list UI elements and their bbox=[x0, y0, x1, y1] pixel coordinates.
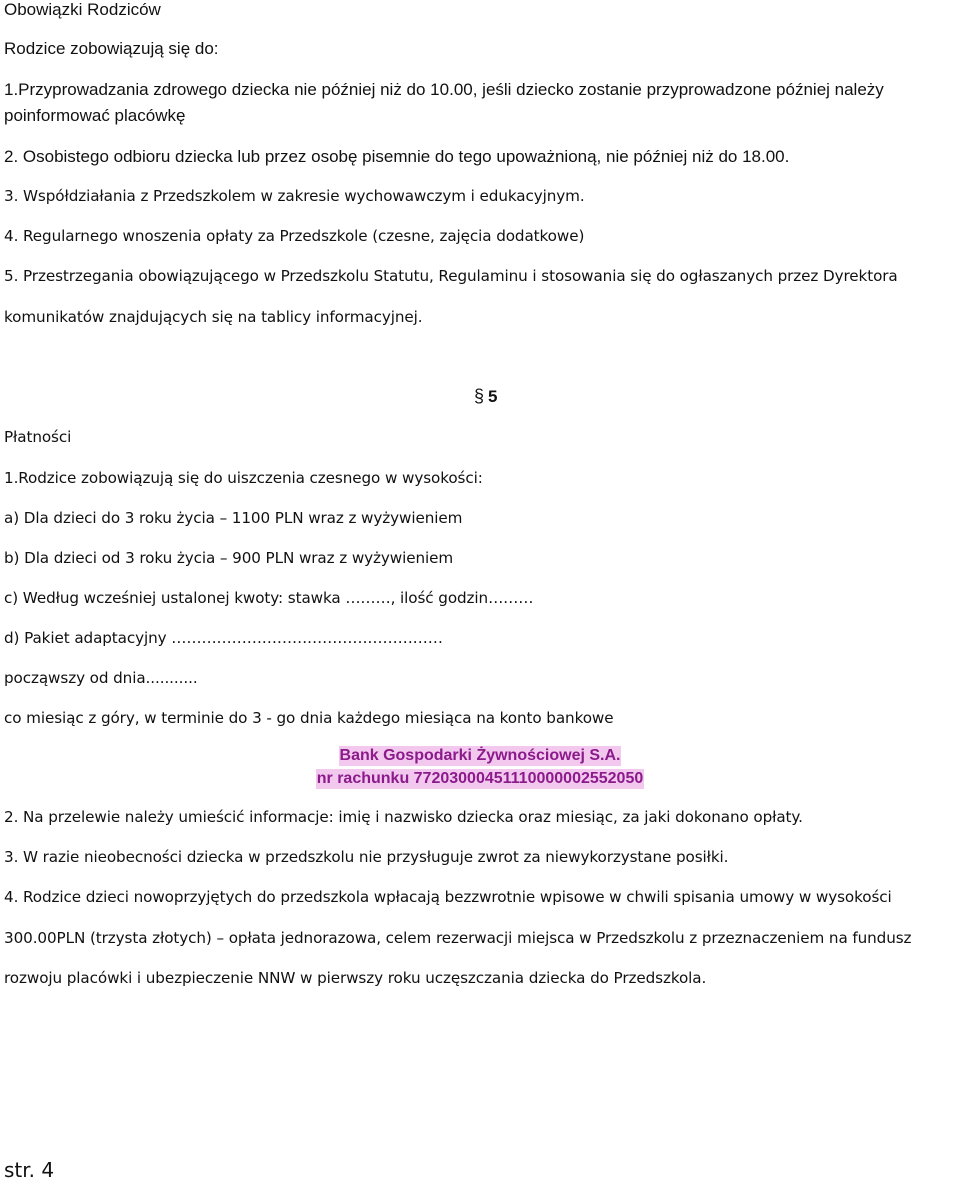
duty-2: 2. Osobistego odbioru dziecka lub przez osobę pisemnie do tego upoważnioną, nie później niż do 18.00. bbox=[4, 147, 790, 166]
bank-name: Bank Gospodarki Żywnościowej S.A. bbox=[339, 747, 621, 764]
section-number: 5 bbox=[488, 387, 498, 406]
payment-option-a: a) Dla dzieci do 3 roku życia – 1100 PLN wraz z wyżywieniem bbox=[4, 509, 463, 527]
bank-account-row bbox=[0, 769, 960, 789]
duty-5-continued: komunikatów znajdujących się na tablicy informacyjnej. bbox=[4, 308, 423, 326]
payment-schedule: co miesiąc z góry, w terminie do 3 - go dnia każdego miesiąca na konto bankowe bbox=[4, 709, 614, 727]
note-2: 2. Na przelewie należy umieścić informacje: imię i nazwisko dziecka oraz miesiąc, za jaki dokonano opłaty. bbox=[4, 808, 803, 826]
duty-1: 1.Przyprowadzania zdrowego dziecka nie później niż do 10.00, jeśli dziecko zostanie przyprowadzone później należy bbox=[4, 80, 884, 99]
duty-1-continued: poinformować placówkę bbox=[4, 106, 186, 125]
duty-3: 3. Współdziałania z Przedszkolem w zakresie wychowawczym i edukacyjnym. bbox=[4, 187, 585, 205]
page-number: str. 4 bbox=[4, 1158, 55, 1182]
note-4-end: rozwoju placówki i ubezpieczenie NNW w pierwszy roku uczęszczania dziecka do Przedszkola. bbox=[4, 969, 707, 987]
note-4-continued: 300.00PLN (trzysta złotych) – opłata jednorazowa, celem rezerwacji miejsca w Przedszkolu z przeznaczeniem na fundusz bbox=[4, 929, 912, 947]
payment-option-c: c) Według wcześniej ustalonej kwoty: stawka ………, ilość godzin……… bbox=[4, 589, 534, 607]
section-symbol: § bbox=[474, 386, 485, 406]
payment-start-date: począwszy od dnia........... bbox=[4, 669, 198, 687]
bank-account-number: nr rachunku 77203000451110000002552050 bbox=[316, 770, 644, 787]
note-4: 4. Rodzice dzieci nowoprzyjętych do przedszkola wpłacają bezzwrotnie wpisowe w chwili spisania umowy w wysokości bbox=[4, 888, 892, 906]
page-title: Obowiązki Rodziców bbox=[4, 0, 161, 19]
payment-option-b: b) Dla dzieci od 3 roku życia – 900 PLN wraz z wyżywieniem bbox=[4, 549, 454, 567]
section-title: Płatności bbox=[4, 428, 72, 446]
payment-option-d: d) Pakiet adaptacyjny ……………………………………………… bbox=[4, 629, 443, 647]
section-marker bbox=[474, 386, 497, 407]
payment-line-1: 1.Rodzice zobowiązują się do uiszczenia czesnego w wysokości: bbox=[4, 469, 483, 487]
note-3: 3. W razie nieobecności dziecka w przedszkolu nie przysługuje zwrot za niewykorzystane posiłki. bbox=[4, 848, 729, 866]
bank-name-row bbox=[0, 746, 960, 766]
duties-intro: Rodzice zobowiązują się do: bbox=[4, 39, 219, 58]
duty-5: 5. Przestrzegania obowiązującego w Przedszkolu Statutu, Regulaminu i stosowania się do ogłaszanych przez Dyrektora bbox=[4, 267, 898, 285]
duty-4: 4. Regularnego wnoszenia opłaty za Przedszkole (czesne, zajęcia dodatkowe) bbox=[4, 227, 585, 245]
